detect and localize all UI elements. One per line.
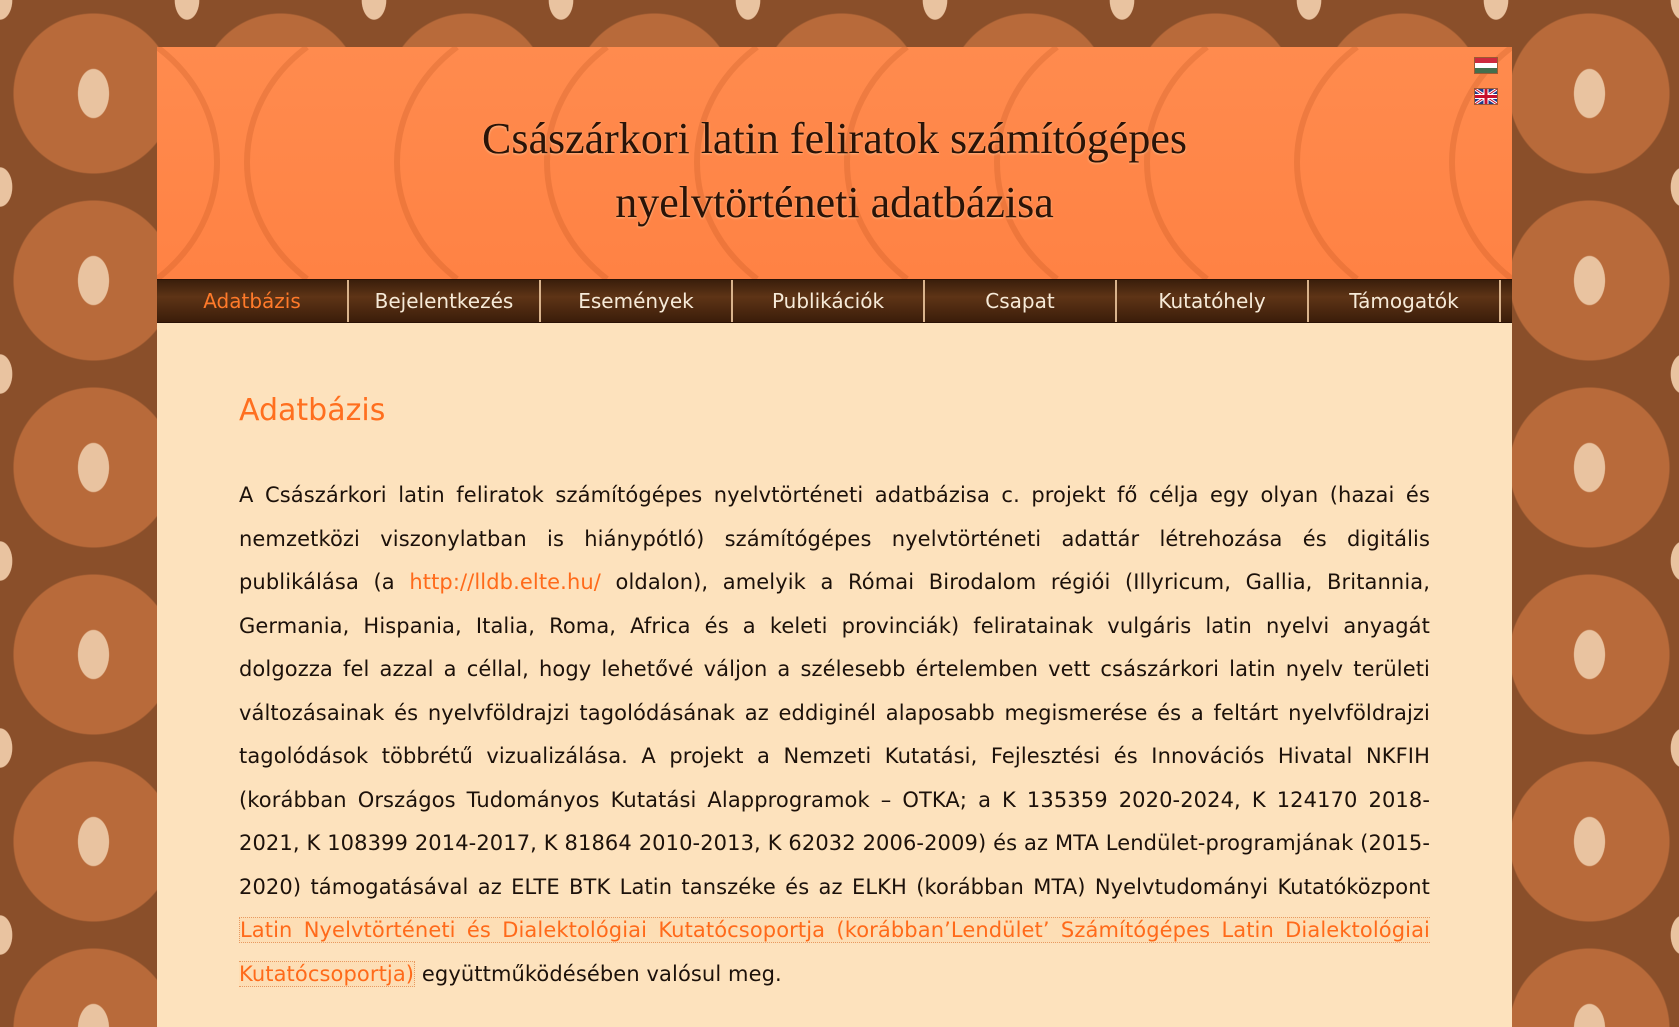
hungarian-flag-icon[interactable]	[1474, 57, 1498, 74]
main-nav	[157, 279, 1512, 323]
nav-item-bejelentkezes[interactable]: Bejelentkezés	[349, 280, 541, 322]
intro-text-part3: együttműködésében valósul meg.	[415, 961, 782, 986]
intro-paragraph	[239, 474, 1430, 996]
uk-flag-icon[interactable]	[1474, 88, 1498, 105]
nav-item-tamogatok[interactable]: Támogatók	[1309, 280, 1501, 322]
nav-item-csapat[interactable]: Csapat	[925, 280, 1117, 322]
site-header	[157, 47, 1512, 279]
intro-text-part2: oldalon), amelyik a Római Birodalom régiói (Illyricum, Gallia, Britannia, Germania, Hispania, Italia, Roma, Africa és a keleti provinciák) feliratainak vulgáris latin nyelvi anyagát dolgozza fel azzal a céllal, hogy lehetővé váljon a szélesebb értelemben vett császárkori latin nyelv területi változásainak és nyelvföldrajzi tagolódásának az eddiginél alaposabb megismerése és a feltárt nyelvföldrajzi tagolódások többrétű vizualizálása. A projekt a Nemzeti Kutatási, Fejlesztési és Innovációs Hivatal NKFIH (korábban Országos Tudományos Kutatási Alapprogramok – OTKA; a K 135359 2020-2024, K 124170 2018-2021, K 108399 2014-2017, K 81864 2010-2013, K 62032 2006-2009) és az MTA Lendület-programjának (2015-2020) támogatásával az ELTE BTK Latin tanszéke és az ELKH (korábban MTA) Nyelvtudományi Kutatóközpont	[239, 570, 1430, 899]
nav-item-kutatohely[interactable]: Kutatóhely	[1117, 280, 1309, 322]
intro-text-part1: A Császárkori latin feliratok számítógépes nyelvtörténeti adatbázisa c. projekt fő célja egy olyan (hazai és nemzetközi viszonylatban is hiánypótló) számítógépes nyelvtörténeti adattár létrehozása és digitális publikálása (a	[239, 483, 1430, 594]
nav-item-adatbazis[interactable]: Adatbázis	[157, 280, 349, 322]
site-title-line1: Császárkori latin feliratok számítógépes	[482, 114, 1187, 163]
lldb-link[interactable]: http://lldb.elte.hu/	[409, 570, 601, 594]
site-title	[157, 107, 1512, 235]
nav-item-publikaciok[interactable]: Publikációk	[733, 280, 925, 322]
site-title-line2: nyelvtörténeti adatbázisa	[615, 178, 1054, 227]
nav-item-esemenyek[interactable]: Események	[541, 280, 733, 322]
research-group-link[interactable]: Latin Nyelvtörténeti és Dialektológiai Kutatócsoportja (korábban’Lendület’ Számítógépes Latin Dialektológiai Kutatócsoportja)	[239, 918, 1430, 986]
main-content	[157, 323, 1512, 996]
page-container	[157, 47, 1512, 1027]
page-title: Adatbázis	[239, 393, 386, 428]
